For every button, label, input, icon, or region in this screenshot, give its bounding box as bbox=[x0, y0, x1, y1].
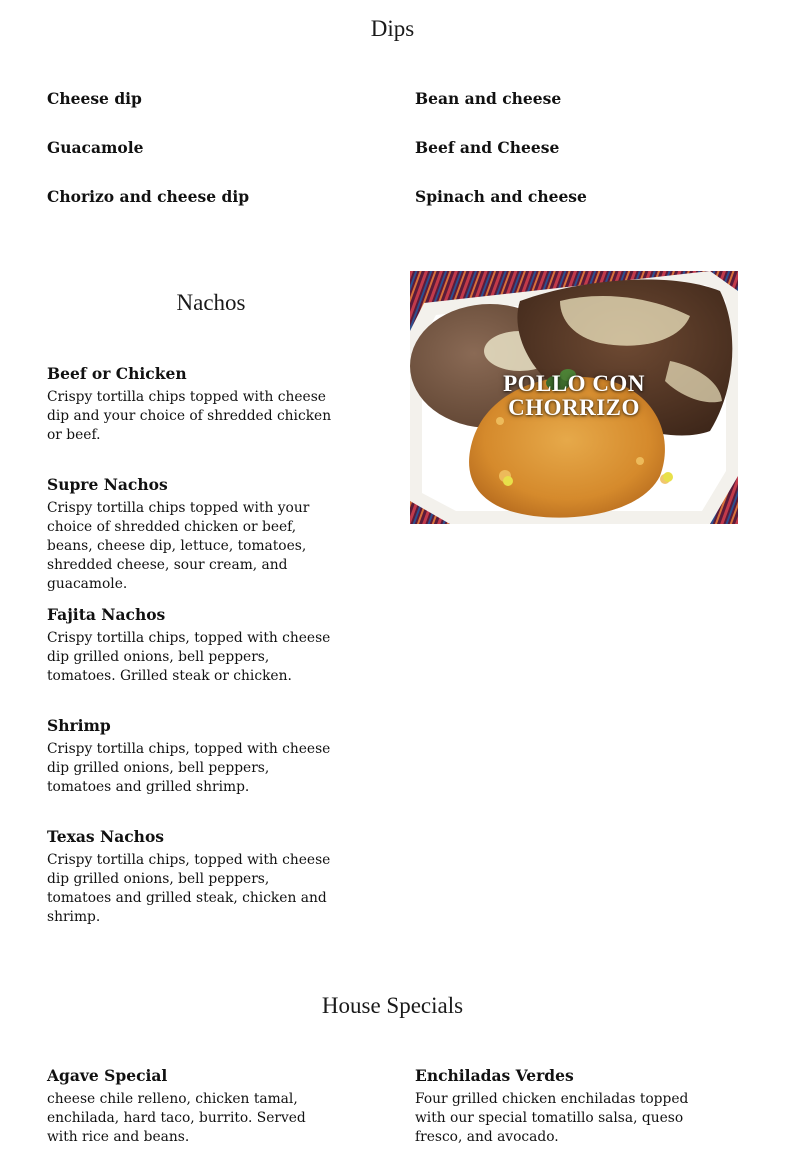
menu-item bbox=[415, 1066, 705, 1147]
menu-item bbox=[47, 827, 337, 927]
menu-item bbox=[47, 605, 337, 686]
menu-item-name: Agave Special bbox=[47, 1066, 168, 1085]
dip-item-beef-and-cheese: Beef and Cheese bbox=[415, 138, 560, 157]
menu-item-description: cheese chile relleno, chicken tamal, enchilada, hard taco, burrito. Served with rice and beans. bbox=[47, 1091, 306, 1145]
menu-item-name: Enchiladas Verdes bbox=[415, 1066, 574, 1085]
menu-item-description: Crispy tortilla chips, topped with cheese dip grilled onions, bell peppers, tomatoes and grilled shrimp. bbox=[47, 741, 331, 795]
menu-item bbox=[47, 1066, 337, 1147]
menu-item-name: Shrimp bbox=[47, 716, 111, 735]
nachos-title: Nachos bbox=[176, 290, 246, 315]
dip-item-chorizo-and-cheese-dip: Chorizo and cheese dip bbox=[47, 187, 250, 206]
menu-item bbox=[47, 475, 337, 594]
menu-item-name: Beef or Chicken bbox=[47, 364, 187, 383]
dips-title: Dips bbox=[370, 16, 415, 41]
menu-item-name: Fajita Nachos bbox=[47, 605, 166, 624]
dip-item-bean-and-cheese: Bean and cheese bbox=[415, 89, 562, 108]
dip-item-spinach-and-cheese: Spinach and cheese bbox=[415, 187, 587, 206]
menu-item bbox=[47, 364, 337, 445]
menu-item-name: Texas Nachos bbox=[47, 827, 165, 846]
house-specials-title: House Specials bbox=[321, 993, 464, 1018]
menu-item-name: Supre Nachos bbox=[47, 475, 168, 494]
dip-item-guacamole: Guacamole bbox=[47, 138, 144, 157]
dip-item-cheese-dip: Cheese dip bbox=[47, 89, 142, 108]
photo-caption: POLLO CON CHORRIZO bbox=[503, 371, 645, 420]
menu-item bbox=[47, 716, 337, 797]
food-photo bbox=[410, 271, 738, 524]
menu-item-description: Crispy tortilla chips, topped with cheese dip grilled onions, bell peppers, tomatoes and grilled steak, chicken and shrimp. bbox=[47, 852, 331, 925]
menu-item-description: Crispy tortilla chips, topped with cheese dip grilled onions, bell peppers, tomatoes. Grilled steak or chicken. bbox=[47, 630, 331, 684]
menu-item-description: Four grilled chicken enchiladas topped with our special tomatillo salsa, queso fresco, and avocado. bbox=[415, 1091, 689, 1145]
menu-item-description: Crispy tortilla chips topped with your choice of shredded chicken or beef, beans, cheese dip, lettuce, tomatoes, shredded cheese, sour cream, and guacamole. bbox=[47, 500, 310, 592]
menu-item-description: Crispy tortilla chips topped with cheese dip and your choice of shredded chicken or beef. bbox=[47, 389, 332, 443]
